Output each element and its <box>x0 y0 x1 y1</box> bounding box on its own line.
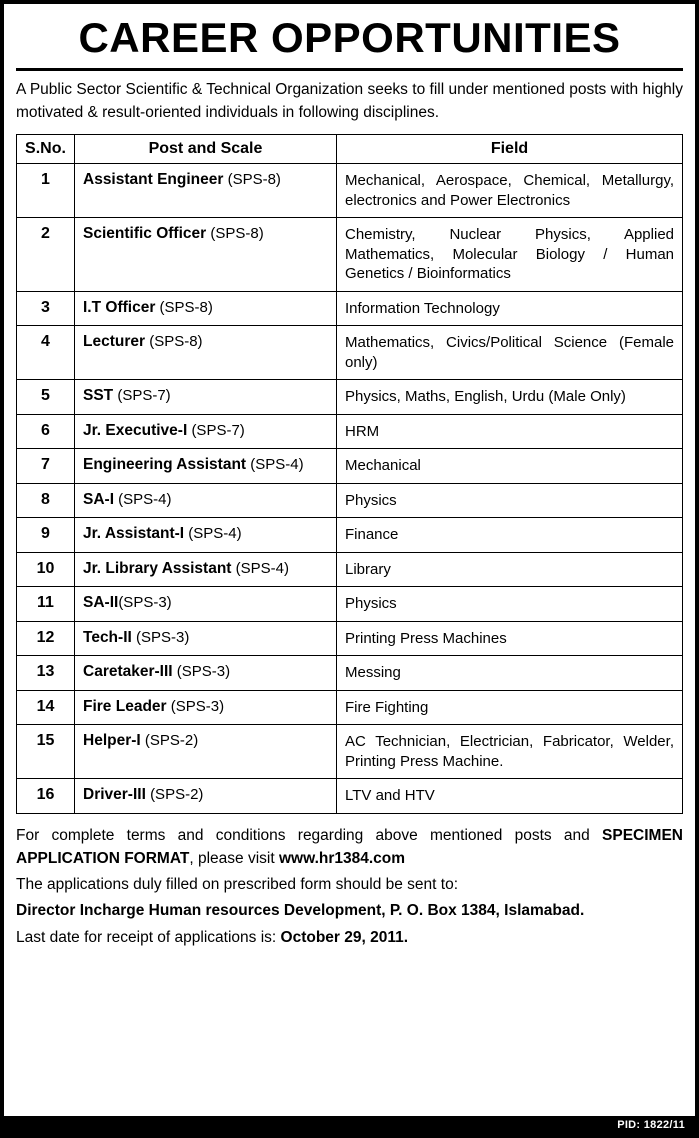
table-row <box>17 725 683 779</box>
table-row <box>17 483 683 518</box>
send-to-line: The applications duly filled on prescribed form should be sent to: <box>16 876 458 894</box>
post-title: SA-II <box>83 594 119 612</box>
table-row <box>17 779 683 814</box>
advertisement-body <box>4 4 695 1116</box>
post-title: Scientific Officer <box>83 225 207 243</box>
row-sno: 10 <box>17 552 75 587</box>
post-scale: (SPS-3) <box>118 594 172 612</box>
post-scale: (SPS-8) <box>149 333 203 351</box>
pid-bar: PID: 1822/11 <box>4 1116 695 1134</box>
row-post <box>75 587 337 622</box>
row-sno: 2 <box>17 218 75 292</box>
deadline-line <box>16 926 683 949</box>
table-row <box>17 518 683 553</box>
post-title: Driver-III <box>83 786 146 804</box>
row-field: Physics, Maths, English, Urdu (Male Only) <box>337 380 683 415</box>
deadline-label: Last date for receipt of applications is: <box>16 928 281 946</box>
row-field: Mechanical, Aerospace, Chemical, Metallurgy, electronics and Power Electronics <box>337 164 683 218</box>
row-field: Information Technology <box>337 291 683 326</box>
row-post <box>75 779 337 814</box>
table-header-row <box>17 135 683 164</box>
post-scale: (SPS-8) <box>227 171 281 189</box>
column-header-sno: S.No. <box>17 135 75 164</box>
row-field: Messing <box>337 656 683 691</box>
jobs-table <box>16 134 683 814</box>
post-scale: (SPS-4) <box>235 559 289 577</box>
row-field: Physics <box>337 483 683 518</box>
table-body <box>17 164 683 814</box>
row-post <box>75 449 337 484</box>
table-header <box>17 135 683 164</box>
row-field: Library <box>337 552 683 587</box>
table-row <box>17 326 683 380</box>
row-field: Mechanical <box>337 449 683 484</box>
table-row <box>17 587 683 622</box>
row-field: AC Technician, Electrician, Fabricator, Welder, Printing Press Machine. <box>337 725 683 779</box>
post-title: Lecturer <box>83 333 146 351</box>
row-field: LTV and HTV <box>337 779 683 814</box>
row-post <box>75 552 337 587</box>
row-sno: 16 <box>17 779 75 814</box>
row-post <box>75 414 337 449</box>
terms-text-b: , please visit <box>189 849 279 867</box>
table-row <box>17 164 683 218</box>
row-sno: 9 <box>17 518 75 553</box>
row-field: Fire Fighting <box>337 690 683 725</box>
post-scale: (SPS-7) <box>191 421 245 439</box>
row-post <box>75 621 337 656</box>
table-row <box>17 449 683 484</box>
post-scale: (SPS-3) <box>176 663 231 681</box>
post-scale: (SPS-3) <box>170 697 225 715</box>
row-sno: 8 <box>17 483 75 518</box>
row-field: Chemistry, Nuclear Physics, Applied Mathematics, Molecular Biology / Human Genetics / Bioinformatics <box>337 218 683 292</box>
post-title: Engineering Assistant <box>83 456 247 474</box>
deadline-date: October 29, 2011. <box>280 928 409 946</box>
post-scale: (SPS-3) <box>135 628 190 646</box>
row-post <box>75 326 337 380</box>
post-title: Tech-II <box>83 628 132 646</box>
row-post <box>75 291 337 326</box>
row-sno: 11 <box>17 587 75 622</box>
row-sno: 4 <box>17 326 75 380</box>
table-row <box>17 414 683 449</box>
row-post <box>75 483 337 518</box>
post-title: Helper-I <box>83 732 141 750</box>
row-post <box>75 218 337 292</box>
table-row <box>17 218 683 292</box>
specimen-format-label: SPECIMEN APPLICATION FORMAT <box>16 826 683 867</box>
post-scale: (SPS-8) <box>159 298 213 316</box>
row-sno: 7 <box>17 449 75 484</box>
row-field: Physics <box>337 587 683 622</box>
row-sno: 12 <box>17 621 75 656</box>
post-scale: (SPS-2) <box>150 786 204 804</box>
row-sno: 14 <box>17 690 75 725</box>
terms-line <box>16 824 683 871</box>
post-title: Caretaker-III <box>83 663 173 681</box>
post-scale: (SPS-4) <box>250 456 304 474</box>
post-title: I.T Officer <box>83 298 156 316</box>
post-title: SA-I <box>83 490 114 508</box>
post-scale: (SPS-4) <box>118 490 172 508</box>
row-post <box>75 690 337 725</box>
row-sno: 5 <box>17 380 75 415</box>
row-field: Finance <box>337 518 683 553</box>
row-post <box>75 164 337 218</box>
row-field: Printing Press Machines <box>337 621 683 656</box>
row-sno: 6 <box>17 414 75 449</box>
row-field: HRM <box>337 414 683 449</box>
post-title: Assistant Engineer <box>83 171 224 189</box>
address-line: Director Incharge Human resources Development, P. O. Box 1384, Islamabad. <box>16 902 585 920</box>
table-row <box>17 552 683 587</box>
post-scale: (SPS-7) <box>117 387 171 405</box>
table-row <box>17 656 683 691</box>
post-title: Jr. Executive-I <box>83 421 188 439</box>
column-header-post: Post and Scale <box>75 135 337 164</box>
table-row <box>17 380 683 415</box>
table-row <box>17 621 683 656</box>
table-row <box>17 291 683 326</box>
page-title: CAREER OPPORTUNITIES <box>78 14 621 61</box>
post-title: Fire Leader <box>83 697 167 715</box>
row-sno: 3 <box>17 291 75 326</box>
table-row <box>17 690 683 725</box>
footer-section <box>16 824 683 952</box>
terms-text-a: For complete terms and conditions regarding above mentioned posts and <box>16 826 603 844</box>
post-title: Jr. Library Assistant <box>83 559 232 577</box>
website-link[interactable]: www.hr1384.com <box>278 849 406 867</box>
row-post <box>75 725 337 779</box>
post-scale: (SPS-8) <box>210 225 264 243</box>
row-post <box>75 518 337 553</box>
row-field: Mathematics, Civics/Political Science (Female only) <box>337 326 683 380</box>
post-title: SST <box>83 387 114 405</box>
column-header-field: Field <box>337 135 683 164</box>
row-post <box>75 380 337 415</box>
row-sno: 13 <box>17 656 75 691</box>
post-scale: (SPS-2) <box>144 732 199 750</box>
row-post <box>75 656 337 691</box>
row-sno: 15 <box>17 725 75 779</box>
post-scale: (SPS-4) <box>188 525 242 543</box>
row-sno: 1 <box>17 164 75 218</box>
intro-paragraph: A Public Sector Scientific & Technical Organization seeks to fill under mentioned posts with highly motivated & result-oriented individuals in following disciplines. <box>16 81 683 121</box>
title-divider <box>16 68 683 71</box>
post-title: Jr. Assistant-I <box>83 525 185 543</box>
